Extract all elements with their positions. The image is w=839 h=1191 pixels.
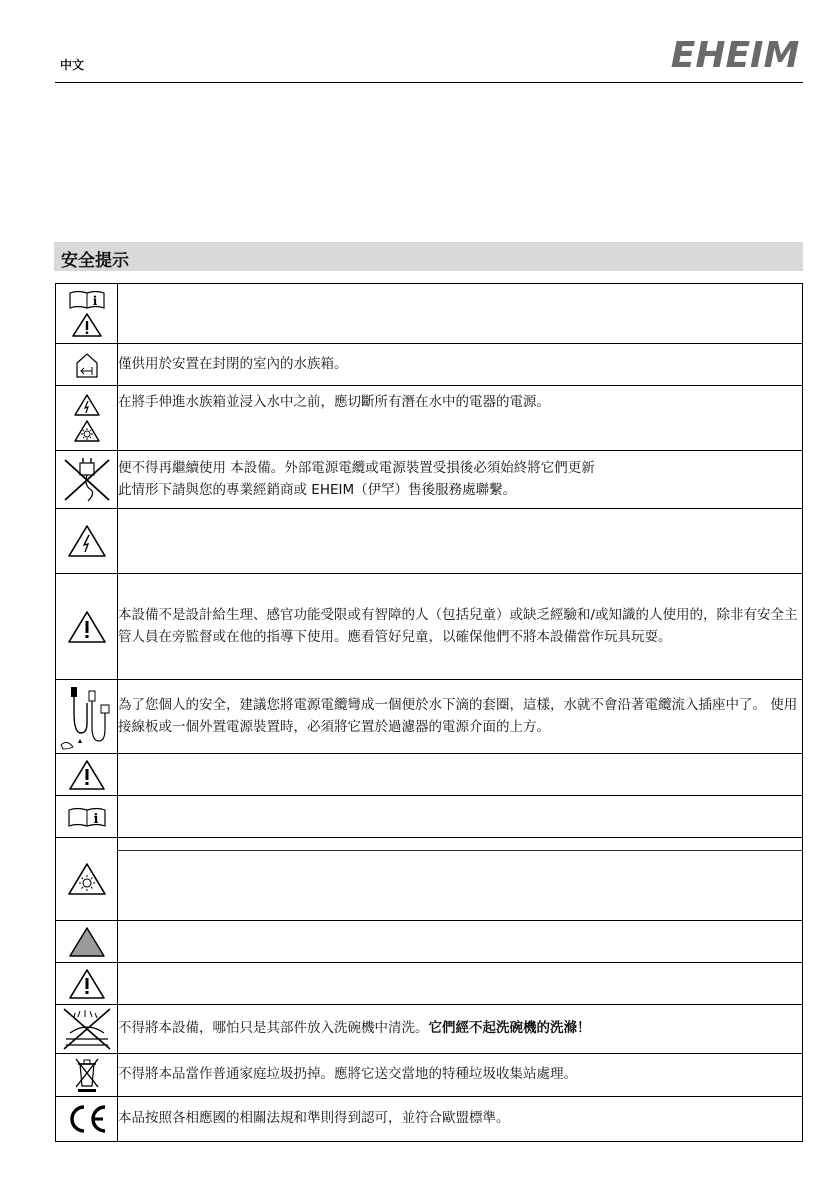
no-damaged-cable-icon xyxy=(62,457,112,503)
safety-text-bold: 它們經不起洗碗機的洗滌！ xyxy=(428,1020,591,1037)
warning-exclamation-icon xyxy=(68,759,106,791)
electric-shock-warning-icon xyxy=(67,524,107,558)
language-label: 中文 xyxy=(60,58,85,72)
safety-text: 本設備不是設計給生理、感官功能受限或有智障的人（包括兒童）或缺乏經驗和/或知識的人使用的，除非有安全主管人員在旁監督或在他的指導下使用。應看管好兒童，以確保他們不將本設備當作玩具玩耍。 xyxy=(118,574,803,680)
manual-info-icon xyxy=(68,290,106,310)
safety-text xyxy=(118,963,803,1005)
eheim-logo xyxy=(664,34,806,74)
section-header xyxy=(54,242,803,271)
safety-text: 不得將本品當作普通家庭垃圾扔掉。應將它送交當地的特種垃圾收集站處理。 xyxy=(118,1054,803,1097)
safety-text-secondary: 此情形下請與您的專業經銷商或 EHEIM（伊罕）售後服務處聯繫。 xyxy=(118,481,517,498)
brand-wordmark: EHEIM xyxy=(670,35,800,74)
safety-row xyxy=(56,796,803,838)
safety-row xyxy=(56,754,803,796)
safety-row xyxy=(56,1054,803,1097)
safety-row xyxy=(56,386,803,451)
svg-text:i: i xyxy=(93,811,98,827)
drip-loop-cable-icon xyxy=(59,683,115,751)
light-radiation-warning-icon xyxy=(73,419,101,443)
indoor-house-icon xyxy=(74,351,100,379)
section-title: 安全提示 xyxy=(61,251,129,271)
electric-shock-warning-icon xyxy=(73,393,101,417)
safety-row xyxy=(56,838,803,921)
safety-row xyxy=(56,574,803,680)
safety-row xyxy=(56,921,803,963)
warning-exclamation-icon xyxy=(68,968,106,1000)
svg-text:i: i xyxy=(92,293,97,308)
safety-row xyxy=(56,680,803,754)
safety-row xyxy=(56,1005,803,1054)
safety-row xyxy=(56,963,803,1005)
safety-row xyxy=(56,344,803,386)
safety-text xyxy=(118,796,803,838)
no-dishwasher-icon xyxy=(60,1007,114,1051)
safety-text xyxy=(118,921,803,963)
crossed-bin-icon xyxy=(73,1056,101,1094)
header-divider xyxy=(55,82,803,83)
safety-row xyxy=(56,1097,803,1142)
warning-exclamation-icon xyxy=(71,312,103,338)
safety-text xyxy=(118,754,803,796)
safety-text: 僅供用於安置在封閉的室內的水族箱。 xyxy=(118,344,803,386)
safety-row xyxy=(56,451,803,509)
safety-text: 在將手伸進水族箱並浸入水中之前，應切斷所有潛在水中的電器的電源。 xyxy=(118,386,803,451)
manual-info-icon xyxy=(67,806,107,828)
grey-triangle-icon xyxy=(68,926,106,958)
safety-text: 便不得再繼續使用 本設備。外部電源電纜或電源裝置受損後必須始終將它們更新 xyxy=(118,459,595,476)
safety-text: 本品按照各相應國的相關法規和準則得到認可，並符合歐盟標準。 xyxy=(118,1097,803,1142)
light-radiation-warning-icon xyxy=(67,862,107,896)
safety-text: 不得將本設備，哪怕只是其部件放入洗碗機中清洗。 xyxy=(118,1020,429,1037)
safety-table xyxy=(55,283,803,1142)
safety-row xyxy=(56,284,803,344)
ce-mark-icon xyxy=(65,1103,109,1135)
safety-row xyxy=(56,509,803,574)
safety-text xyxy=(118,509,803,574)
inner-divider xyxy=(118,850,802,851)
safety-text xyxy=(118,284,803,344)
warning-exclamation-icon xyxy=(67,610,107,644)
safety-text: 為了您個人的安全，建議您將電源電纜彎成一個便於水下滴的套圈，這樣，水就不會沿著電纜流入插座中了。 使用接線板或一個外置電源裝置時，必須將它置於過濾器的電源介面的上方。 xyxy=(118,680,803,754)
